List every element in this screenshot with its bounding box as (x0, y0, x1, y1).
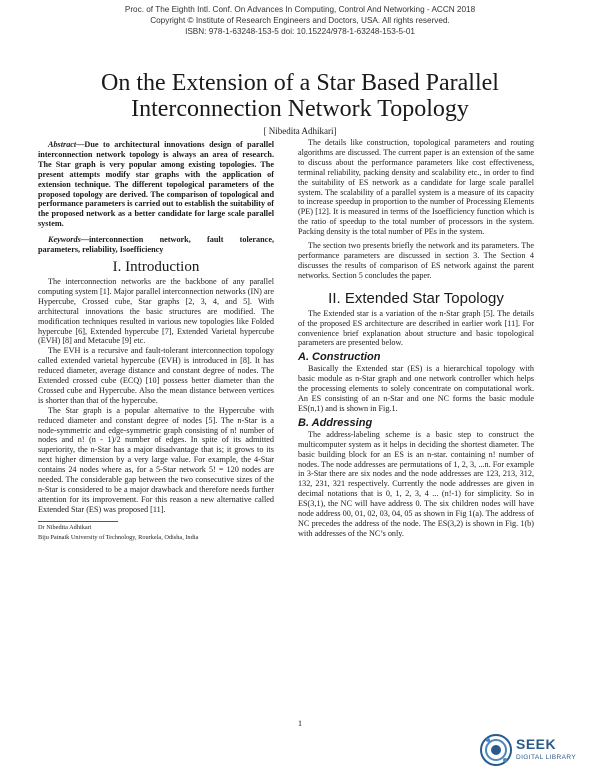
right-column (298, 138, 534, 539)
intro-paragraph-3: The Star graph is a popular alternative to the Hypercube with reduced diameter and constant degree of nodes [5]. The n-Star is a node-symmetric and edge-symmetric graph consisting of n! number of nodes and n! (n - 1)/2 number of edges. In spite of its admitted superiority, the n-Star has a major disadvantage that is; it grows to its next higher dimension by a very large value. For example, the 4-Star contains 24 nodes where as, for a 5-Star network 5! = 120 nodes are needed. The considerable gap between the two consecutive sizes of the n-Star is considered to be a major drawback and therefore needs further attention for its improvement. For this reason a new alternative called Extended Star (ES) was proposed [11]. (38, 405, 274, 514)
header-line-2: Copyright © Institute of Research Engineers and Doctors, USA. All rights reserved. (150, 16, 450, 26)
es-paragraph-1: The Extended star is a variation of the n-Star graph [5]. The details of the proposed ES architecture are described in earlier work [11]. For convenience brief explanation about structure and basic topological parameters are presented below. (298, 308, 534, 348)
abstract (38, 140, 274, 229)
seek-logo-subtitle: DIGITAL LIBRARY (516, 754, 577, 761)
subsection-heading-addressing: B. Addressing (298, 416, 373, 429)
header-line-3: ISBN: 978-1-63248-153-5 doi: 10.15224/978-1-63248-153-5-01 (185, 27, 415, 37)
keywords (38, 235, 274, 255)
proceedings-header (0, 4, 600, 38)
keywords-text: —interconnection network, fault tolerance, parameters, reliability, Isoefficiency (38, 235, 274, 255)
abstract-label: Abstract (48, 140, 77, 149)
seek-logo-icon (480, 733, 512, 767)
addressing-paragraph: The address-labeling scheme is a basic step to construct the multicomputer system as it helps in deciding the shortest diameter. The basic building block for an ES is an n-star. containing n! number of nodes. The node addresses are permutations of 1, 2, 3, ...n. For example in 3-Star there are six nodes and the node addresses are 123, 213, 312, 132, 231, 321 respectively. Currently the node addresses are given in decimal notations that is 0, 1, 2, 3, 4 ... (n!-1) for simplicity. So in ES(3,1), the NC will have address 0. The six children nodes will have node address 00, 01, 02, 03, 04, 05 as shown in Fig 1(a). The address of NC precedes the address of the node. The ES(3,2) is shown in Fig. 1(b) with addresses of the NC’s only. (298, 429, 534, 538)
right-paragraph-2: The section two presents briefly the network and its parameters. The performance parameters are discussed in section 3. The Section 4 discusses the results of comparison of ES network against the parent networks. Section 5 concludes the paper. (298, 241, 534, 280)
right-paragraph-1: The details like construction, topological parameters and routing algorithms are discussed. The current paper is an extension of the same to discuss about the performance parameters like cost effectiveness, terminal reliability, packing density and scalability etc., in order to find the suitability of ES network as a candidate for large scale parallel system. The scalability of a parallel system is a measure of its capacity to increase speedup in proportion to the number of Processing Elements (PE) [12]. It is measured in terms of the Isoefficiency function which is the ratio of speedup to the total number of processors in the system. Packing density is the total number of PEs in the system. (298, 138, 534, 237)
construction-paragraph: Basically the Extended star (ES) is a hierarchical topology with basic module as n-Star graph and one network controller which helps the processing elements to solely concentrate on computational work. An ES consisting of an n-Star and one NC forms the basic module ES(n,1) and is shown in Fig.1. (298, 364, 534, 413)
author-line: [ Nibedita Adhikari] (263, 126, 337, 136)
intro-paragraph-2: The EVH is a recursive and fault-tolerant interconnection topology called extended varietal hypercube (EVH) is introduced in [8]. It has reduced diameter, average distance and constant degree of nodes. The Extended crossed cube (ECQ) [10] possess better diameter than the Crossed cube and Hypercube. Also the mean distance between vertices is shorter than that of the hypercube. (38, 346, 274, 405)
footnote-rule (38, 521, 118, 522)
section-heading-extended-star: II. Extended Star Topology (328, 289, 504, 307)
keywords-label: Keywords (48, 235, 81, 245)
section-heading-introduction: I. Introduction (112, 258, 200, 275)
footnote-author: Dr Nibedita Adhikari (38, 523, 92, 531)
intro-paragraph-1: The interconnection networks are the backbone of any parallel computing system [1]. Major parallel interconnection networks (IN) are Hypercube, Crossed cube, Star graphs [2, 3, 4, and 5]. With architectural innovations the basic structures are modified. The modification techniques resulted in various new topologies like Folded hypercube [6], Extended hypercube [7], Extended Varietal hypercube (EVH) [8] and Metacube [9] etc. (38, 276, 274, 346)
header-line-1: Proc. of The Eighth Intl. Conf. On Advances In Computing, Control And Networking - ACCN 2018 (124, 5, 476, 14)
page-number: 1 (297, 718, 303, 728)
paper-title: On the Extension of a Star Based Parallel Interconnection Network Topology (101, 70, 499, 122)
left-column (38, 140, 274, 542)
abstract-text: —Due to architectural innovations design of parallel interconnection network topology is always an area of research. The Star graph is very popular among existing topologies. The present attempts modify star graphs with the application of extension technique. The different topological parameters of the proposed topology are derived. The comparison of topological and performance parameters is carried out to establish the suitability of the proposed network as a better candidate for large scale parallel system. (38, 140, 274, 229)
subsection-heading-construction: A. Construction (298, 351, 381, 364)
footnote-affiliation: Biju Patnaik University of Technology, Rourkela, Odisha, India (38, 533, 199, 541)
seek-logo-name: SEEK (516, 736, 557, 752)
seek-logo (480, 733, 590, 769)
